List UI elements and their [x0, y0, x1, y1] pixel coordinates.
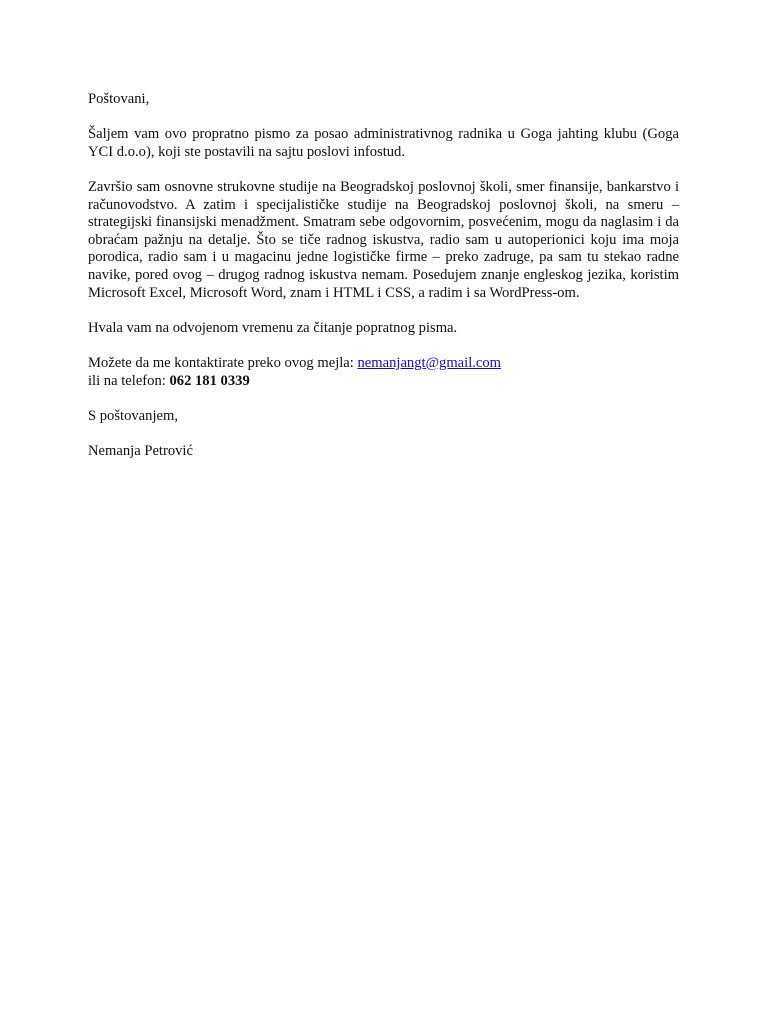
cover-letter — [88, 91, 679, 478]
thanks-paragraph: Hvala vam na odvojenom vremenu za čitanje popratnog pisma. — [88, 319, 458, 336]
email-prefix: Možete da me kontaktirate preko ovog mejla: — [88, 354, 358, 371]
signature: Nemanja Petrović — [88, 442, 193, 459]
phone-line — [88, 373, 679, 391]
email-link[interactable]: nemanjangt@gmail.com — [357, 354, 502, 371]
intro-paragraph: Šaljem vam ovo propratno pismo za posao administrativnog radnika u Goga jahting klubu (Goga YCI d.o.o), koji ste postavili na sajtu poslovi infostud. — [88, 126, 679, 160]
phone-prefix: ili na telefon: — [88, 372, 170, 389]
body-paragraph: Završio sam osnovne strukovne studije na Beogradskoj poslovnoj školi, smer finansije, bankarstvo i računovodstvo. A zatim i specijalističke studije na Beogradskoj poslovnoj školi, na smeru – strategijski finansijski menadžment. Smatram sebe odgovornim, posvećenim, mogu da naglasim i da obraćam pažnju na detalje. Što se tiče radnog iskustva, radio sam u autoperionici koju ima moja porodica, radio sam i u magacinu jedne logističke firme – preko zadruge, pa sam tu stekao radne navike, pored ovog – drugog radnog iskustva nemam. Posedujem znanje engleskog jezika, koristim Microsoft Excel, Microsoft Word, znam i HTML i CSS, a radim i sa WordPress-om. — [88, 178, 679, 301]
closing: S poštovanjem, — [88, 407, 178, 424]
email-line — [88, 355, 679, 373]
phone-number: 062 181 0339 — [169, 372, 250, 389]
contact-paragraph — [88, 355, 679, 390]
greeting: Poštovani, — [88, 91, 150, 107]
